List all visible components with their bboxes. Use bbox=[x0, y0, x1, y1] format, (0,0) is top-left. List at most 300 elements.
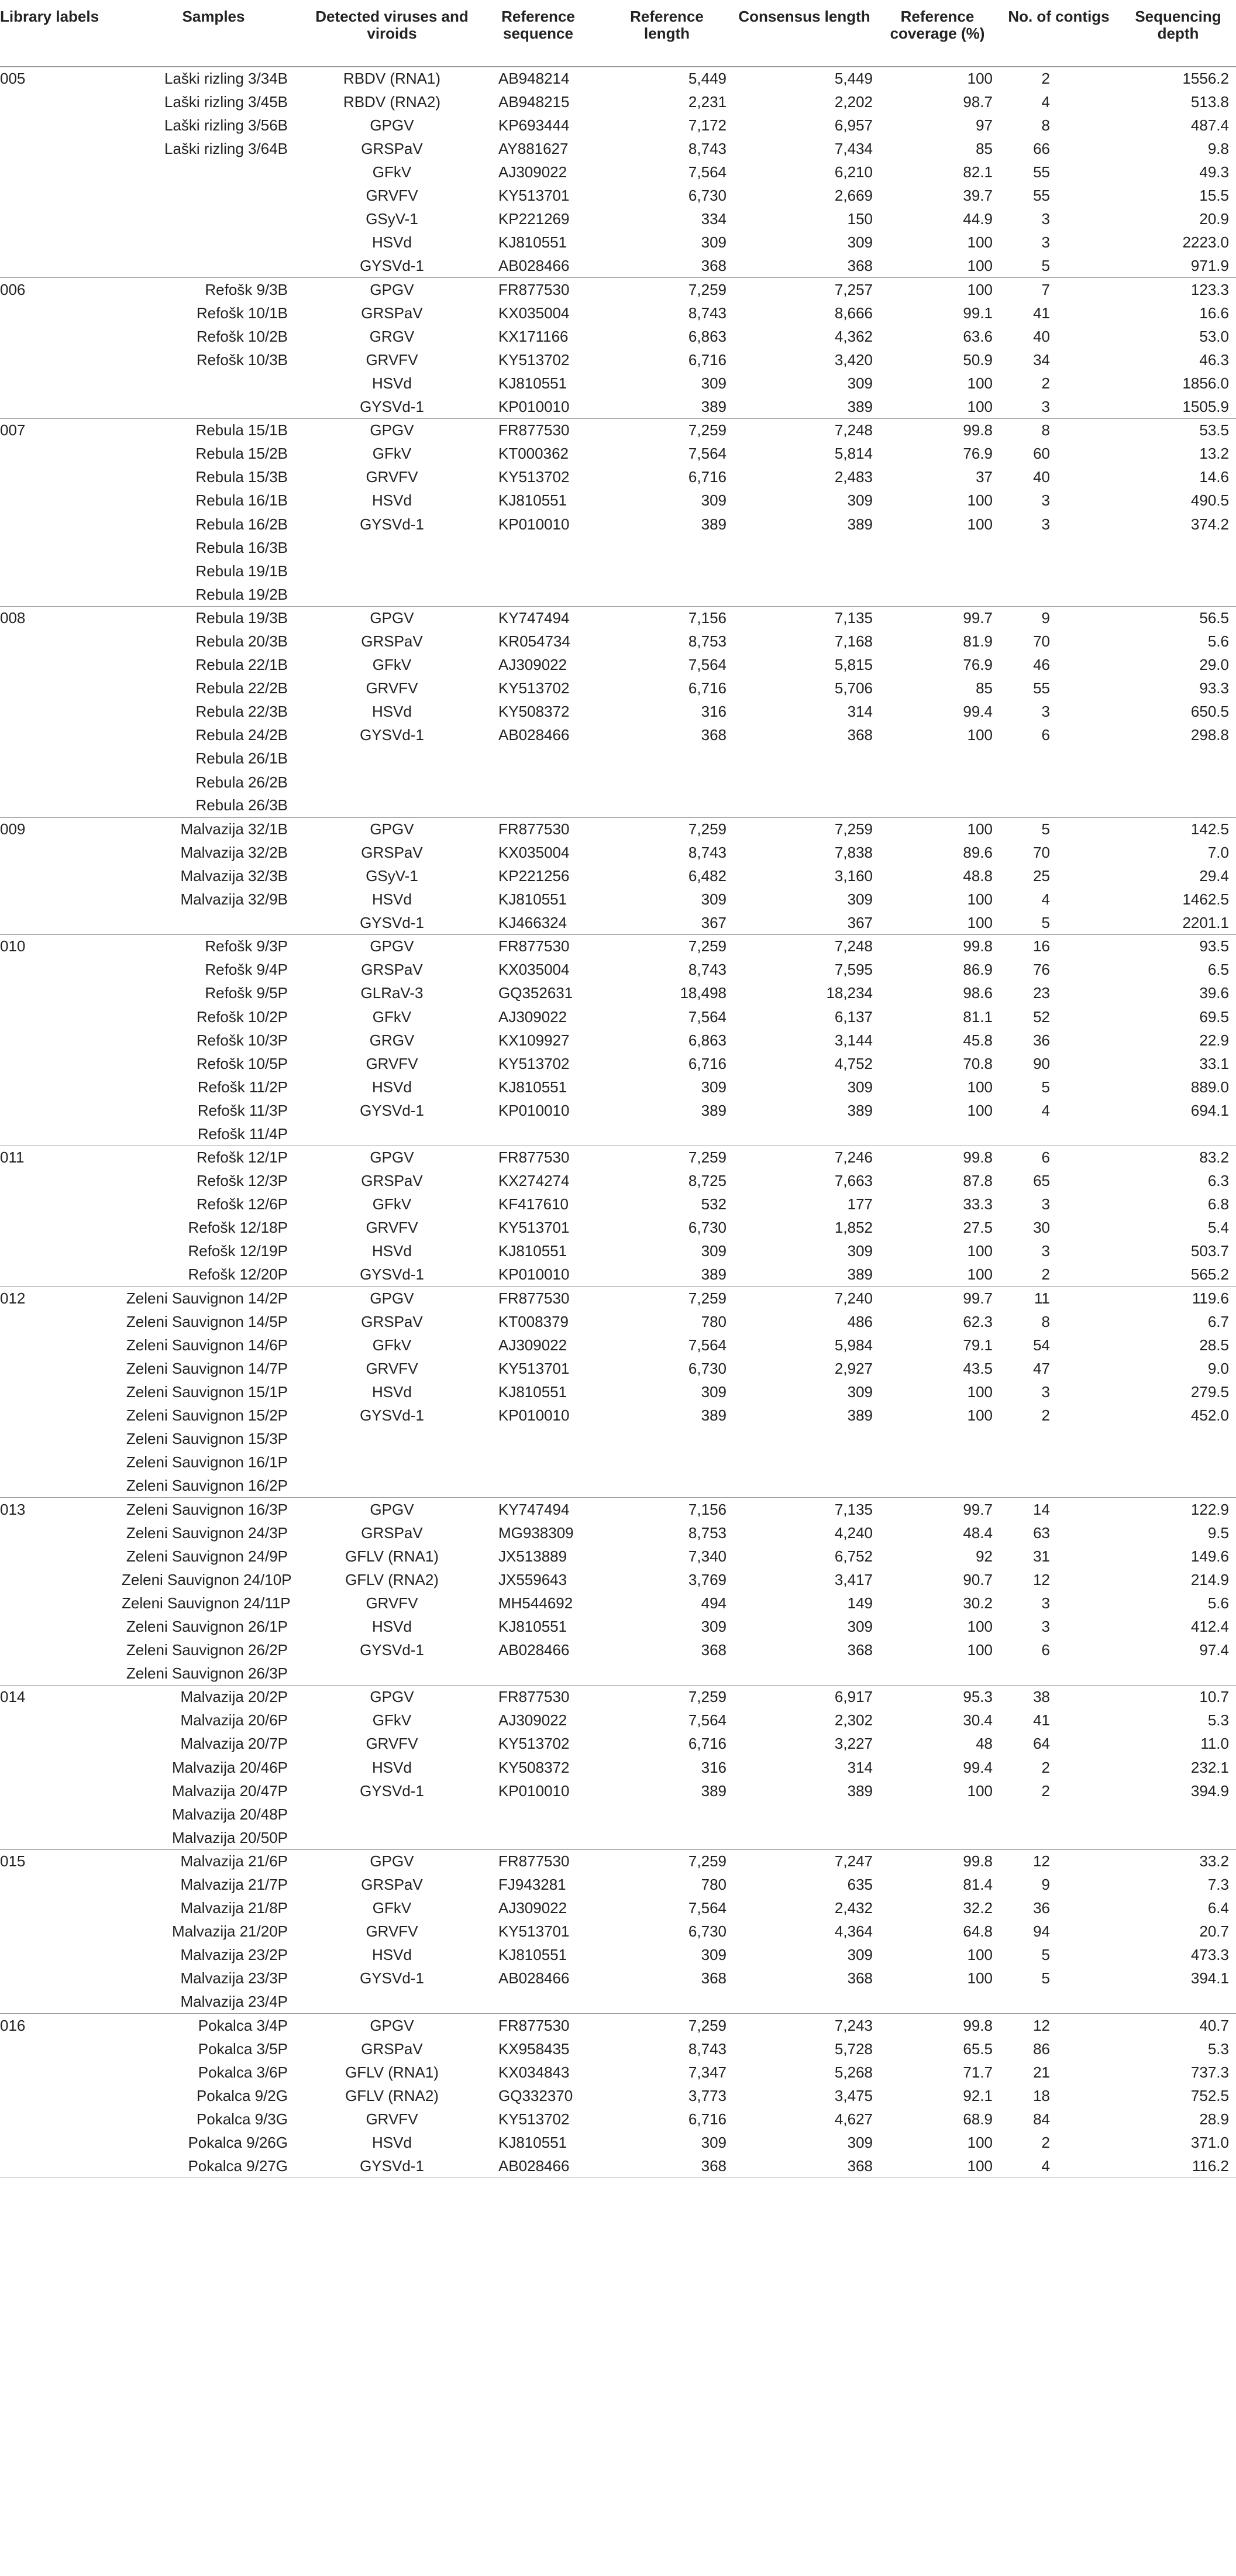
cell-library-label bbox=[0, 1873, 117, 1896]
cell-reference-sequence: KP693444 bbox=[498, 116, 570, 134]
cell-library-label bbox=[0, 254, 117, 278]
cell-reference-sequence: KX035004 bbox=[498, 843, 570, 861]
cell-sample: Zeleni Sauvignon 16/3P bbox=[117, 1498, 310, 1521]
cell-consensus-length: 7,246 bbox=[731, 1146, 877, 1169]
cell-reference-length: 2,231 bbox=[688, 92, 727, 111]
cell-reference-length: 389 bbox=[701, 1265, 727, 1284]
cell-reference-coverage: 64.8 bbox=[963, 1922, 993, 1941]
cell-sequencing-depth: 5.4 bbox=[1207, 1219, 1229, 1237]
cell-reference-sequence: KT008379 bbox=[498, 1312, 569, 1330]
cell-sequencing-depth: 6.8 bbox=[1207, 1195, 1229, 1213]
cell-reference-sequence: AJ309022 bbox=[498, 1007, 567, 1026]
cell-consensus-length: 177 bbox=[847, 1195, 873, 1213]
table-row bbox=[0, 1193, 1236, 1216]
cell-reference-coverage: 45.8 bbox=[963, 1031, 993, 1049]
table-row bbox=[0, 630, 1236, 653]
cell-sequencing-depth: 6.5 bbox=[1207, 961, 1229, 979]
cell-contigs: 70 bbox=[1033, 632, 1050, 650]
cell-reference-sequence: KP010010 bbox=[498, 1781, 570, 1800]
cell-virus: GRVFV bbox=[366, 1219, 418, 1237]
table-row bbox=[0, 794, 1236, 817]
cell-consensus-length: 2,669 bbox=[834, 187, 873, 205]
cell-sample: Zeleni Sauvignon 15/2P bbox=[126, 1406, 288, 1425]
cell-reference-sequence: KY513701 bbox=[498, 1359, 570, 1377]
cell-sequencing-depth: 2201.1 bbox=[1182, 913, 1229, 931]
cell-library-label bbox=[0, 1075, 117, 1099]
cell-reference-length: 494 bbox=[701, 1594, 727, 1612]
cell-consensus-length bbox=[731, 794, 877, 817]
cell-contigs: 65 bbox=[1033, 1172, 1050, 1190]
cell-library-label bbox=[0, 2037, 117, 2061]
cell-sequencing-depth: 412.4 bbox=[1190, 1617, 1229, 1635]
cell-virus: GFkV bbox=[372, 656, 412, 674]
cell-reference-length: 8,743 bbox=[688, 961, 727, 979]
cell-library-label bbox=[0, 536, 117, 559]
cell-reference-coverage: 81.9 bbox=[963, 632, 993, 650]
table-row bbox=[0, 489, 1236, 513]
cell-reference-length: 8,725 bbox=[688, 1172, 727, 1190]
cell-virus: GPGV bbox=[310, 2014, 474, 2037]
cell-reference-length: 7,259 bbox=[602, 418, 731, 442]
cell-reference-coverage: 99.8 bbox=[877, 1146, 997, 1169]
cell-reference-coverage: 68.9 bbox=[963, 2110, 993, 2128]
cell-reference-coverage: 100 bbox=[877, 817, 997, 841]
cell-consensus-length bbox=[731, 1990, 877, 2014]
cell-virus: GRVFV bbox=[366, 1594, 418, 1612]
cell-contigs: 3 bbox=[1041, 1383, 1050, 1401]
table-row bbox=[0, 513, 1236, 536]
cell-consensus-length: 8,666 bbox=[834, 304, 873, 322]
table-row bbox=[0, 1052, 1236, 1075]
table-row bbox=[0, 1380, 1236, 1404]
cell-virus: GRVFV bbox=[366, 468, 418, 486]
cell-reference-coverage: 87.8 bbox=[963, 1172, 993, 1190]
cell-sample: Malvazija 23/4P bbox=[180, 1993, 288, 2011]
cell-reference-coverage: 48.4 bbox=[963, 1523, 993, 1542]
cell-contigs: 5 bbox=[1041, 1946, 1050, 1964]
cell-library-label bbox=[0, 2107, 117, 2131]
table-row bbox=[0, 90, 1236, 114]
cell-reference-length bbox=[602, 1451, 731, 1474]
cell-reference-coverage: 98.7 bbox=[963, 92, 993, 111]
cell-contigs bbox=[997, 771, 1120, 794]
cell-sample: Malvazija 20/6P bbox=[180, 1711, 288, 1729]
cell-consensus-length: 309 bbox=[847, 1946, 873, 1964]
cell-reference-sequence: KJ810551 bbox=[498, 890, 567, 909]
cell-virus: GRSPaV bbox=[361, 1523, 423, 1542]
cell-reference-sequence: FR877530 bbox=[474, 1146, 602, 1169]
table-row bbox=[0, 372, 1236, 395]
table-row bbox=[0, 1169, 1236, 1192]
cell-reference-sequence: KR054734 bbox=[498, 632, 570, 650]
cell-sample: Laški rizling 3/45B bbox=[164, 92, 288, 111]
table-row bbox=[0, 1615, 1236, 1638]
cell-sample bbox=[117, 372, 310, 395]
cell-reference-sequence bbox=[474, 1122, 602, 1146]
header-consensus-length: Consensus length bbox=[731, 0, 877, 67]
cell-sequencing-depth: 56.5 bbox=[1120, 606, 1236, 630]
cell-library-label bbox=[0, 1615, 117, 1638]
cell-virus: HSVd bbox=[372, 1383, 412, 1401]
cell-sample: Rebula 26/2B bbox=[195, 773, 288, 791]
cell-reference-length bbox=[602, 1474, 731, 1498]
table-row bbox=[0, 1779, 1236, 1803]
cell-reference-length bbox=[602, 1427, 731, 1450]
cell-reference-coverage: 98.6 bbox=[963, 984, 993, 1002]
cell-consensus-length: 2,302 bbox=[834, 1711, 873, 1729]
cell-reference-sequence bbox=[474, 1427, 602, 1450]
table-row bbox=[0, 653, 1236, 676]
cell-contigs: 94 bbox=[1033, 1922, 1050, 1941]
cell-library-label bbox=[0, 1521, 117, 1545]
cell-contigs: 36 bbox=[1033, 1899, 1050, 1917]
cell-sequencing-depth: 9.5 bbox=[1207, 1523, 1229, 1542]
cell-reference-sequence: KJ810551 bbox=[498, 491, 567, 510]
cell-sequencing-depth: 16.6 bbox=[1199, 304, 1229, 322]
cell-reference-sequence: KY513702 bbox=[498, 350, 570, 369]
cell-library-label bbox=[0, 395, 117, 418]
cell-contigs: 3 bbox=[1041, 703, 1050, 721]
cell-reference-coverage: 82.1 bbox=[963, 163, 993, 181]
cell-virus: HSVd bbox=[372, 890, 412, 909]
cell-library-label bbox=[0, 1638, 117, 1662]
cell-library-label bbox=[0, 137, 117, 160]
cell-reference-coverage bbox=[877, 1122, 997, 1146]
header-reference-coverage: Reference coverage (%) bbox=[877, 0, 997, 67]
cell-sequencing-depth: 279.5 bbox=[1190, 1383, 1229, 1401]
cell-contigs: 8 bbox=[1041, 116, 1050, 134]
cell-reference-coverage: 32.2 bbox=[963, 1899, 993, 1917]
cell-sample: Zeleni Sauvignon 16/2P bbox=[126, 1477, 288, 1495]
table-row bbox=[0, 817, 1236, 841]
cell-reference-sequence: KJ810551 bbox=[498, 233, 567, 252]
cell-sequencing-depth: 149.6 bbox=[1190, 1547, 1229, 1565]
cell-sample: Malvazija 21/6P bbox=[117, 1849, 310, 1873]
cell-reference-sequence: JX513889 bbox=[498, 1547, 567, 1565]
cell-consensus-length bbox=[731, 559, 877, 583]
cell-virus: GRSPaV bbox=[361, 632, 423, 650]
cell-consensus-length: 3,160 bbox=[834, 866, 873, 885]
cell-contigs: 47 bbox=[1033, 1359, 1050, 1377]
cell-reference-sequence: AB028466 bbox=[498, 1641, 570, 1659]
cell-sample: Pokalca 9/3G bbox=[196, 2110, 288, 2128]
cell-sequencing-depth: 1462.5 bbox=[1182, 890, 1229, 909]
cell-library-label bbox=[0, 2061, 117, 2084]
cell-library-label: 010 bbox=[0, 934, 117, 958]
cell-reference-coverage: 81.1 bbox=[963, 1007, 993, 1026]
cell-consensus-length bbox=[731, 536, 877, 559]
cell-reference-coverage: 99.8 bbox=[877, 2014, 997, 2037]
cell-sample bbox=[117, 395, 310, 418]
cell-sequencing-depth: 116.2 bbox=[1120, 2154, 1236, 2178]
cell-contigs: 55 bbox=[1033, 163, 1050, 181]
cell-consensus-length: 3,475 bbox=[834, 2086, 873, 2104]
cell-virus: GPGV bbox=[370, 116, 414, 134]
cell-sample: Zeleni Sauvignon 14/7P bbox=[126, 1359, 288, 1377]
cell-contigs: 30 bbox=[1033, 1219, 1050, 1237]
cell-library-label bbox=[0, 442, 117, 466]
cell-contigs: 3 bbox=[1041, 1594, 1050, 1612]
table-row bbox=[0, 559, 1236, 583]
cell-sample: Rebula 22/3B bbox=[195, 703, 288, 721]
cell-sequencing-depth: 9.0 bbox=[1207, 1359, 1229, 1377]
table-row bbox=[0, 1240, 1236, 1263]
cell-reference-coverage: 79.1 bbox=[963, 1336, 993, 1354]
table-row bbox=[0, 747, 1236, 771]
cell-reference-coverage: 100 bbox=[967, 1617, 993, 1635]
table-row bbox=[0, 1896, 1236, 1920]
cell-reference-length bbox=[602, 771, 731, 794]
cell-sample: Malvazija 21/8P bbox=[180, 1899, 288, 1917]
cell-consensus-length: 368 bbox=[731, 2154, 877, 2178]
cell-sequencing-depth: 13.2 bbox=[1199, 445, 1229, 463]
cell-virus bbox=[310, 1427, 474, 1450]
cell-reference-length: 316 bbox=[701, 703, 727, 721]
cell-virus: GYSVd-1 bbox=[360, 1406, 424, 1425]
cell-reference-length: 7,564 bbox=[688, 1007, 727, 1026]
cell-consensus-length: 6,917 bbox=[731, 1685, 877, 1708]
cell-library-label bbox=[0, 1404, 117, 1427]
cell-consensus-length: 5,706 bbox=[834, 679, 873, 697]
cell-reference-sequence bbox=[474, 583, 602, 606]
cell-reference-length: 8,753 bbox=[688, 632, 727, 650]
cell-contigs: 25 bbox=[1033, 866, 1050, 885]
cell-virus bbox=[310, 1662, 474, 1685]
cell-sample: Malvazija 20/2P bbox=[117, 1685, 310, 1708]
table-row bbox=[0, 395, 1236, 418]
cell-reference-sequence: KJ466324 bbox=[498, 913, 567, 931]
cell-sample: Refošk 10/3P bbox=[196, 1031, 288, 1049]
cell-reference-sequence bbox=[474, 536, 602, 559]
table-row bbox=[0, 1826, 1236, 1849]
cell-sample: Malvazija 20/7P bbox=[180, 1735, 288, 1753]
cell-reference-sequence: KY513702 bbox=[498, 679, 570, 697]
table-row bbox=[0, 1146, 1236, 1169]
cell-contigs: 55 bbox=[1033, 187, 1050, 205]
cell-reference-length: 7,564 bbox=[688, 163, 727, 181]
cell-sample: Malvazija 32/1B bbox=[117, 817, 310, 841]
cell-sequencing-depth: 394.9 bbox=[1190, 1781, 1229, 1800]
cell-reference-length: 8,743 bbox=[688, 2040, 727, 2058]
cell-virus: RBDV (RNA2) bbox=[343, 92, 441, 111]
cell-consensus-length: 368 bbox=[847, 257, 873, 275]
cell-consensus-length: 309 bbox=[847, 374, 873, 392]
cell-sequencing-depth: 565.2 bbox=[1190, 1265, 1229, 1284]
table-row bbox=[0, 1920, 1236, 1943]
cell-reference-length: 6,482 bbox=[688, 866, 727, 885]
cell-reference-length: 6,730 bbox=[688, 187, 727, 205]
cell-sequencing-depth: 15.5 bbox=[1199, 187, 1229, 205]
table-row bbox=[0, 160, 1236, 184]
cell-sequencing-depth: 10.7 bbox=[1120, 1685, 1236, 1708]
table-row bbox=[0, 1849, 1236, 1873]
cell-sample: Zeleni Sauvignon 24/3P bbox=[126, 1523, 288, 1542]
cell-library-label bbox=[0, 559, 117, 583]
cell-virus: HSVd bbox=[372, 703, 412, 721]
table-row bbox=[0, 1474, 1236, 1498]
cell-reference-coverage: 90.7 bbox=[963, 1570, 993, 1588]
cell-reference-coverage: 27.5 bbox=[963, 1219, 993, 1237]
cell-contigs: 3 bbox=[1041, 1617, 1050, 1635]
cell-sample: Rebula 26/1B bbox=[195, 749, 288, 768]
header-reference-sequence: Reference sequence bbox=[474, 0, 602, 67]
cell-sequencing-depth bbox=[1120, 794, 1236, 817]
cell-reference-coverage: 85 bbox=[976, 140, 993, 158]
cell-library-label bbox=[0, 1662, 117, 1685]
cell-library-label bbox=[0, 583, 117, 606]
cell-sample: Zeleni Sauvignon 15/3P bbox=[126, 1430, 288, 1448]
table-row bbox=[0, 1873, 1236, 1896]
cell-reference-length: 309 bbox=[701, 1617, 727, 1635]
table-row bbox=[0, 442, 1236, 466]
cell-virus: GYSVd-1 bbox=[360, 1101, 424, 1119]
cell-sample: Zeleni Sauvignon 16/1P bbox=[126, 1453, 288, 1471]
cell-reference-length: 389 bbox=[701, 1781, 727, 1800]
cell-reference-length: 18,498 bbox=[680, 984, 727, 1002]
cell-contigs: 3 bbox=[1041, 210, 1050, 228]
cell-sample: Malvazija 32/9B bbox=[180, 890, 288, 909]
cell-reference-length: 389 bbox=[701, 397, 727, 415]
cell-reference-coverage: 70.8 bbox=[963, 1054, 993, 1072]
cell-sample: Refošk 9/4P bbox=[205, 961, 288, 979]
cell-virus: GRVFV bbox=[366, 1735, 418, 1753]
cell-contigs: 8 bbox=[1041, 1312, 1050, 1330]
cell-contigs: 86 bbox=[1033, 2040, 1050, 2058]
cell-reference-length: 7,347 bbox=[688, 2063, 727, 2081]
cell-reference-length: 7,340 bbox=[688, 1547, 727, 1565]
cell-reference-length: 368 bbox=[602, 2154, 731, 2178]
cell-contigs: 4 bbox=[997, 2154, 1120, 2178]
cell-consensus-length: 314 bbox=[847, 703, 873, 721]
cell-reference-length: 367 bbox=[701, 913, 727, 931]
cell-reference-length bbox=[602, 1826, 731, 1849]
cell-reference-sequence: KY508372 bbox=[498, 703, 570, 721]
cell-contigs: 5 bbox=[1041, 1969, 1050, 1987]
cell-virus: GPGV bbox=[310, 1685, 474, 1708]
cell-contigs: 84 bbox=[1033, 2110, 1050, 2128]
cell-contigs: 5 bbox=[1041, 913, 1050, 931]
cell-reference-length: 309 bbox=[701, 2134, 727, 2151]
cell-sequencing-depth: 40.7 bbox=[1120, 2014, 1236, 2037]
cell-reference-coverage: 71.7 bbox=[963, 2063, 993, 2081]
cell-library-label bbox=[0, 1357, 117, 1380]
cell-reference-length: 7,156 bbox=[602, 606, 731, 630]
cell-contigs: 12 bbox=[1033, 1570, 1050, 1588]
cell-reference-sequence: KY513701 bbox=[498, 1219, 570, 1237]
cell-reference-sequence: KY747494 bbox=[474, 606, 602, 630]
table-row bbox=[0, 958, 1236, 982]
cell-library-label bbox=[0, 747, 117, 771]
cell-library-label bbox=[0, 1333, 117, 1357]
table-row bbox=[0, 301, 1236, 325]
cell-consensus-length: 6,137 bbox=[834, 1007, 873, 1026]
cell-reference-coverage: 100 bbox=[967, 515, 993, 533]
cell-library-label bbox=[0, 1896, 117, 1920]
cell-reference-coverage: 76.9 bbox=[963, 445, 993, 463]
cell-sequencing-depth: 214.9 bbox=[1190, 1570, 1229, 1588]
cell-sequencing-depth: 1505.9 bbox=[1182, 397, 1229, 415]
cell-library-label bbox=[0, 630, 117, 653]
cell-consensus-length: 389 bbox=[847, 1101, 873, 1119]
cell-reference-coverage: 43.5 bbox=[963, 1359, 993, 1377]
cell-consensus-length: 7,247 bbox=[731, 1849, 877, 1873]
cell-contigs: 3 bbox=[1041, 397, 1050, 415]
cell-reference-sequence: KP010010 bbox=[498, 1101, 570, 1119]
cell-contigs: 2 bbox=[1041, 1781, 1050, 1800]
cell-consensus-length: 7,240 bbox=[731, 1287, 877, 1310]
cell-reference-coverage: 100 bbox=[967, 1641, 993, 1659]
cell-contigs: 36 bbox=[1033, 1031, 1050, 1049]
cell-reference-coverage: 63.6 bbox=[963, 327, 993, 345]
cell-sequencing-depth: 503.7 bbox=[1190, 1242, 1229, 1260]
cell-virus: GRVFV bbox=[366, 1054, 418, 1072]
cell-sample: Rebula 15/2B bbox=[195, 445, 288, 463]
cell-library-label: 011 bbox=[0, 1146, 117, 1169]
cell-reference-coverage: 100 bbox=[877, 67, 997, 90]
cell-reference-coverage bbox=[877, 559, 997, 583]
cell-contigs: 40 bbox=[1033, 468, 1050, 486]
cell-library-label bbox=[0, 771, 117, 794]
cell-contigs: 4 bbox=[1041, 890, 1050, 909]
cell-reference-length: 309 bbox=[701, 491, 727, 510]
table-row bbox=[0, 888, 1236, 911]
cell-contigs: 16 bbox=[997, 934, 1120, 958]
cell-sample: Rebula 16/3B bbox=[195, 538, 288, 556]
cell-virus: GRVFV bbox=[366, 1922, 418, 1941]
cell-reference-length: 8,743 bbox=[688, 304, 727, 322]
cell-sample: Pokalca 9/27G bbox=[117, 2154, 310, 2178]
cell-reference-sequence: KX171166 bbox=[498, 327, 569, 345]
cell-sequencing-depth: 487.4 bbox=[1190, 116, 1229, 134]
table-row bbox=[0, 1803, 1236, 1826]
cell-reference-coverage: 99.8 bbox=[877, 934, 997, 958]
cell-library-label: 008 bbox=[0, 606, 117, 630]
cell-reference-length: 7,259 bbox=[602, 1849, 731, 1873]
cell-contigs: 6 bbox=[1041, 726, 1050, 744]
cell-consensus-length: 5,815 bbox=[834, 656, 873, 674]
cell-consensus-length: 389 bbox=[847, 1265, 873, 1284]
cell-sample: Malvazija 20/48P bbox=[172, 1805, 288, 1823]
cell-reference-length: 8,743 bbox=[688, 843, 727, 861]
cell-reference-sequence: KP010010 bbox=[498, 515, 570, 533]
cell-consensus-length: 4,240 bbox=[834, 1523, 873, 1542]
cell-reference-length: 334 bbox=[701, 210, 727, 228]
cell-consensus-length: 4,362 bbox=[834, 327, 873, 345]
cell-virus: GRSPaV bbox=[361, 843, 423, 861]
cell-contigs: 3 bbox=[1041, 1195, 1050, 1213]
cell-virus: GRSPaV bbox=[361, 1875, 423, 1893]
cell-sample bbox=[117, 160, 310, 184]
cell-sample: Malvazija 20/47P bbox=[172, 1781, 288, 1800]
cell-sequencing-depth bbox=[1120, 1990, 1236, 2014]
cell-contigs: 8 bbox=[997, 418, 1120, 442]
cell-sequencing-depth: 22.9 bbox=[1199, 1031, 1229, 1049]
cell-sample: Laški rizling 3/64B bbox=[164, 140, 288, 158]
cell-reference-coverage: 100 bbox=[967, 1101, 993, 1119]
cell-sequencing-depth: 119.6 bbox=[1120, 1287, 1236, 1310]
cell-contigs: 2 bbox=[997, 67, 1120, 90]
cell-reference-length: 6,863 bbox=[688, 327, 727, 345]
cell-contigs bbox=[997, 1122, 1120, 1146]
cell-contigs bbox=[997, 747, 1120, 771]
cell-virus: GRSPaV bbox=[361, 304, 423, 322]
cell-contigs: 34 bbox=[1033, 350, 1050, 369]
cell-reference-sequence: KY513702 bbox=[498, 468, 570, 486]
cell-reference-coverage: 85 bbox=[976, 679, 993, 697]
cell-library-label bbox=[0, 1427, 117, 1450]
cell-library-label: 007 bbox=[0, 418, 117, 442]
cell-reference-coverage: 99.8 bbox=[877, 418, 997, 442]
